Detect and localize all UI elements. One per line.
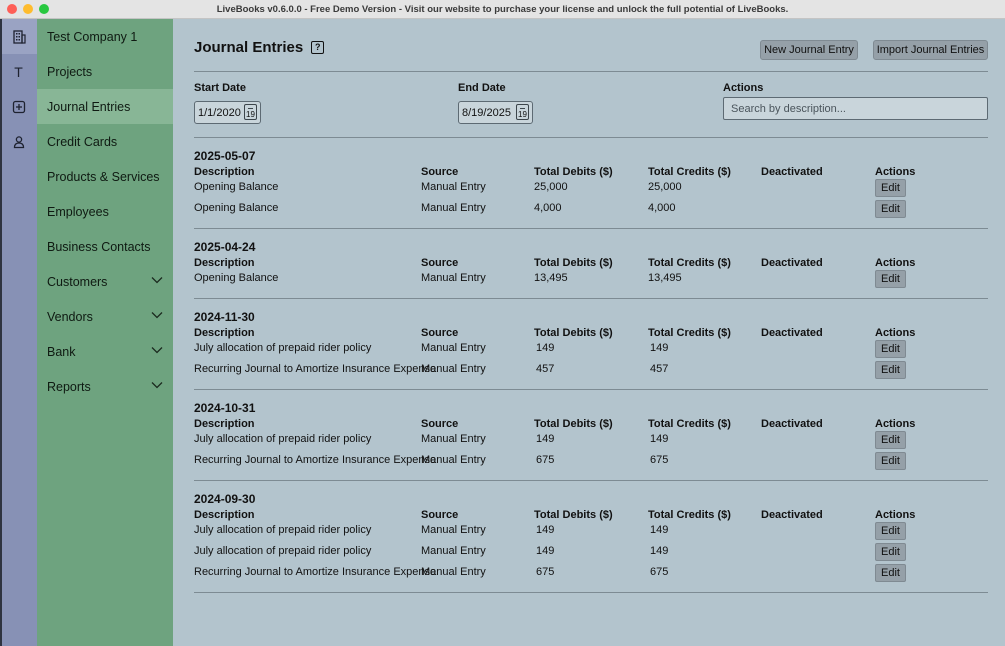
close-window-button[interactable] xyxy=(7,4,17,14)
window-left-edge xyxy=(0,19,2,646)
add-company-button[interactable] xyxy=(0,89,37,124)
column-header-description: Description xyxy=(194,257,255,269)
row-total-credits: 149 xyxy=(650,545,669,557)
column-header-credits: Total Credits ($) xyxy=(648,509,731,521)
sidebar-item-label: Credit Cards xyxy=(47,134,118,149)
row-description: July allocation of prepaid rider policy xyxy=(194,524,372,536)
column-header-debits: Total Debits ($) xyxy=(534,166,613,178)
divider xyxy=(194,71,988,72)
row-source: Manual Entry xyxy=(421,566,486,578)
row-source: Manual Entry xyxy=(421,433,486,445)
row-source: Manual Entry xyxy=(421,181,486,193)
column-header-debits: Total Debits ($) xyxy=(534,257,613,269)
chevron-down-icon[interactable] xyxy=(151,276,163,287)
sidebar-item-label: Projects xyxy=(47,64,93,79)
column-header-deactivated: Deactivated xyxy=(761,327,823,339)
row-total-debits: 149 xyxy=(536,545,555,557)
end-date-value: 8/19/2025 xyxy=(462,106,511,119)
start-date-label: Start Date xyxy=(194,82,246,94)
zoom-window-button[interactable] xyxy=(39,4,49,14)
row-source: Manual Entry xyxy=(421,454,486,466)
row-total-credits: 4,000 xyxy=(648,202,676,214)
building-icon xyxy=(12,30,26,44)
row-description: July allocation of prepaid rider policy xyxy=(194,545,372,557)
sidebar-item-credit-cards[interactable] xyxy=(37,124,173,159)
sidebar-item-vendors[interactable] xyxy=(37,299,173,334)
row-total-credits: 149 xyxy=(650,433,669,445)
column-header-actions: Actions xyxy=(875,166,916,178)
row-description: Recurring Journal to Amortize Insurance Expense xyxy=(194,454,437,466)
new-journal-entry-button[interactable]: New Journal Entry xyxy=(760,40,858,60)
company-initial-button[interactable] xyxy=(0,54,37,89)
row-description: Recurring Journal to Amortize Insurance Expense xyxy=(194,363,437,375)
row-total-debits: 675 xyxy=(536,454,555,466)
sidebar-item-label: Customers xyxy=(47,274,108,289)
edit-button[interactable]: Edit xyxy=(875,522,906,540)
row-total-debits: 149 xyxy=(536,433,555,445)
edit-button[interactable]: Edit xyxy=(875,543,906,561)
window-titlebar xyxy=(0,0,1005,19)
column-header-debits: Total Debits ($) xyxy=(534,509,613,521)
row-total-debits: 25,000 xyxy=(534,181,568,193)
sidebar-item-label: Test Company 1 xyxy=(47,29,138,44)
column-header-credits: Total Credits ($) xyxy=(648,327,731,339)
sidebar-item-projects[interactable] xyxy=(37,54,173,89)
divider xyxy=(194,389,988,390)
row-total-debits: 149 xyxy=(536,342,555,354)
plus-square-icon xyxy=(12,100,26,114)
row-description: Opening Balance xyxy=(194,272,279,284)
row-total-credits: 13,495 xyxy=(648,272,682,284)
column-header-credits: Total Credits ($) xyxy=(648,257,731,269)
column-header-actions: Actions xyxy=(875,257,916,269)
sidebar-item-journal-entries[interactable] xyxy=(37,89,173,124)
sidebar-item-label: Vendors xyxy=(47,309,93,324)
edit-button[interactable]: Edit xyxy=(875,564,906,582)
divider xyxy=(194,592,988,593)
edit-button[interactable]: Edit xyxy=(875,270,906,288)
column-header-description: Description xyxy=(194,509,255,521)
column-header-description: Description xyxy=(194,327,255,339)
page-title xyxy=(194,39,324,56)
column-header-deactivated: Deactivated xyxy=(761,418,823,430)
row-source: Manual Entry xyxy=(421,363,486,375)
column-header-deactivated: Deactivated xyxy=(761,166,823,178)
sidebar-item-label: Business Contacts xyxy=(47,239,151,254)
edit-button[interactable]: Edit xyxy=(875,179,906,197)
divider xyxy=(194,298,988,299)
divider xyxy=(194,137,988,138)
end-date-field[interactable] xyxy=(458,101,533,124)
row-source: Manual Entry xyxy=(421,202,486,214)
chevron-down-icon[interactable] xyxy=(151,311,163,322)
column-header-source: Source xyxy=(421,166,459,178)
calendar-icon[interactable]: 19 xyxy=(244,104,257,120)
end-date-label: End Date xyxy=(458,82,506,94)
group-date: 2025-05-07 xyxy=(194,149,256,163)
calendar-icon[interactable]: 19 xyxy=(516,104,529,120)
edit-button[interactable]: Edit xyxy=(875,431,906,449)
column-header-source: Source xyxy=(421,509,459,521)
divider xyxy=(194,480,988,481)
row-description: Recurring Journal to Amortize Insurance Expense xyxy=(194,566,437,578)
start-date-field[interactable] xyxy=(194,101,261,124)
page-title-text: Journal Entries xyxy=(194,39,304,56)
edit-button[interactable]: Edit xyxy=(875,361,906,379)
row-description: Opening Balance xyxy=(194,181,279,193)
sidebar-item-products-services[interactable] xyxy=(37,159,173,194)
column-header-credits: Total Credits ($) xyxy=(648,418,731,430)
row-total-debits: 149 xyxy=(536,524,555,536)
sidebar xyxy=(37,19,173,646)
sidebar-item-reports[interactable] xyxy=(37,369,173,404)
column-header-description: Description xyxy=(194,418,255,430)
window-title: LiveBooks v0.6.0.0 - Free Demo Version - Visit our website to purchase your license and unlock the full potential of LiveBooks. xyxy=(216,3,789,15)
import-journal-entries-button[interactable]: Import Journal Entries xyxy=(873,40,988,60)
row-source: Manual Entry xyxy=(421,545,486,557)
start-date-value: 1/1/2020 xyxy=(198,106,241,119)
row-total-credits: 675 xyxy=(650,454,669,466)
sidebar-item-label: Bank xyxy=(47,344,76,359)
row-total-credits: 149 xyxy=(650,524,669,536)
sidebar-item-business-contacts[interactable] xyxy=(37,229,173,264)
main-content xyxy=(173,19,1005,646)
row-total-debits: 675 xyxy=(536,566,555,578)
edit-button[interactable]: Edit xyxy=(875,452,906,470)
row-description: July allocation of prepaid rider policy xyxy=(194,342,372,354)
search-input[interactable] xyxy=(723,97,988,120)
column-header-actions: Actions xyxy=(875,509,916,521)
edit-button[interactable]: Edit xyxy=(875,200,906,218)
divider xyxy=(194,228,988,229)
column-header-actions: Actions xyxy=(875,327,916,339)
sidebar-item-label: Reports xyxy=(47,379,91,394)
company-rail-button[interactable] xyxy=(0,19,37,54)
group-date: 2024-10-31 xyxy=(194,401,256,415)
row-source: Manual Entry xyxy=(421,524,486,536)
help-icon[interactable]: ? xyxy=(311,41,324,54)
person-icon xyxy=(12,135,26,149)
window-controls xyxy=(7,4,49,14)
column-header-debits: Total Debits ($) xyxy=(534,418,613,430)
row-source: Manual Entry xyxy=(421,342,486,354)
column-header-description: Description xyxy=(194,166,255,178)
row-total-debits: 457 xyxy=(536,363,555,375)
row-description: July allocation of prepaid rider policy xyxy=(194,433,372,445)
sidebar-item-employees[interactable] xyxy=(37,194,173,229)
row-total-debits: 4,000 xyxy=(534,202,562,214)
chevron-down-icon[interactable] xyxy=(151,381,163,392)
sidebar-item-label: Journal Entries xyxy=(47,99,131,114)
column-header-deactivated: Deactivated xyxy=(761,509,823,521)
column-header-actions: Actions xyxy=(875,418,916,430)
row-total-credits: 149 xyxy=(650,342,669,354)
group-date: 2025-04-24 xyxy=(194,240,256,254)
column-header-debits: Total Debits ($) xyxy=(534,327,613,339)
column-header-source: Source xyxy=(421,257,459,269)
row-total-debits: 13,495 xyxy=(534,272,568,284)
row-description: Opening Balance xyxy=(194,202,279,214)
account-button[interactable] xyxy=(0,124,37,159)
sidebar-item-test-company-1[interactable] xyxy=(37,19,173,54)
minimize-window-button[interactable] xyxy=(23,4,33,14)
sidebar-item-label: Employees xyxy=(47,204,109,219)
group-date: 2024-09-30 xyxy=(194,492,256,506)
row-total-credits: 457 xyxy=(650,363,669,375)
edit-button[interactable]: Edit xyxy=(875,340,906,358)
column-header-source: Source xyxy=(421,327,459,339)
row-total-credits: 25,000 xyxy=(648,181,682,193)
sidebar-item-label: Products & Services xyxy=(47,169,160,184)
row-total-credits: 675 xyxy=(650,566,669,578)
row-source: Manual Entry xyxy=(421,272,486,284)
column-header-source: Source xyxy=(421,418,459,430)
sidebar-item-bank[interactable] xyxy=(37,334,173,369)
chevron-down-icon[interactable] xyxy=(151,346,163,357)
group-date: 2024-11-30 xyxy=(194,310,255,324)
column-header-credits: Total Credits ($) xyxy=(648,166,731,178)
actions-label: Actions xyxy=(723,82,764,94)
sidebar-item-customers[interactable] xyxy=(37,264,173,299)
company-initial: T xyxy=(14,63,23,80)
icon-rail xyxy=(0,19,37,646)
column-header-deactivated: Deactivated xyxy=(761,257,823,269)
